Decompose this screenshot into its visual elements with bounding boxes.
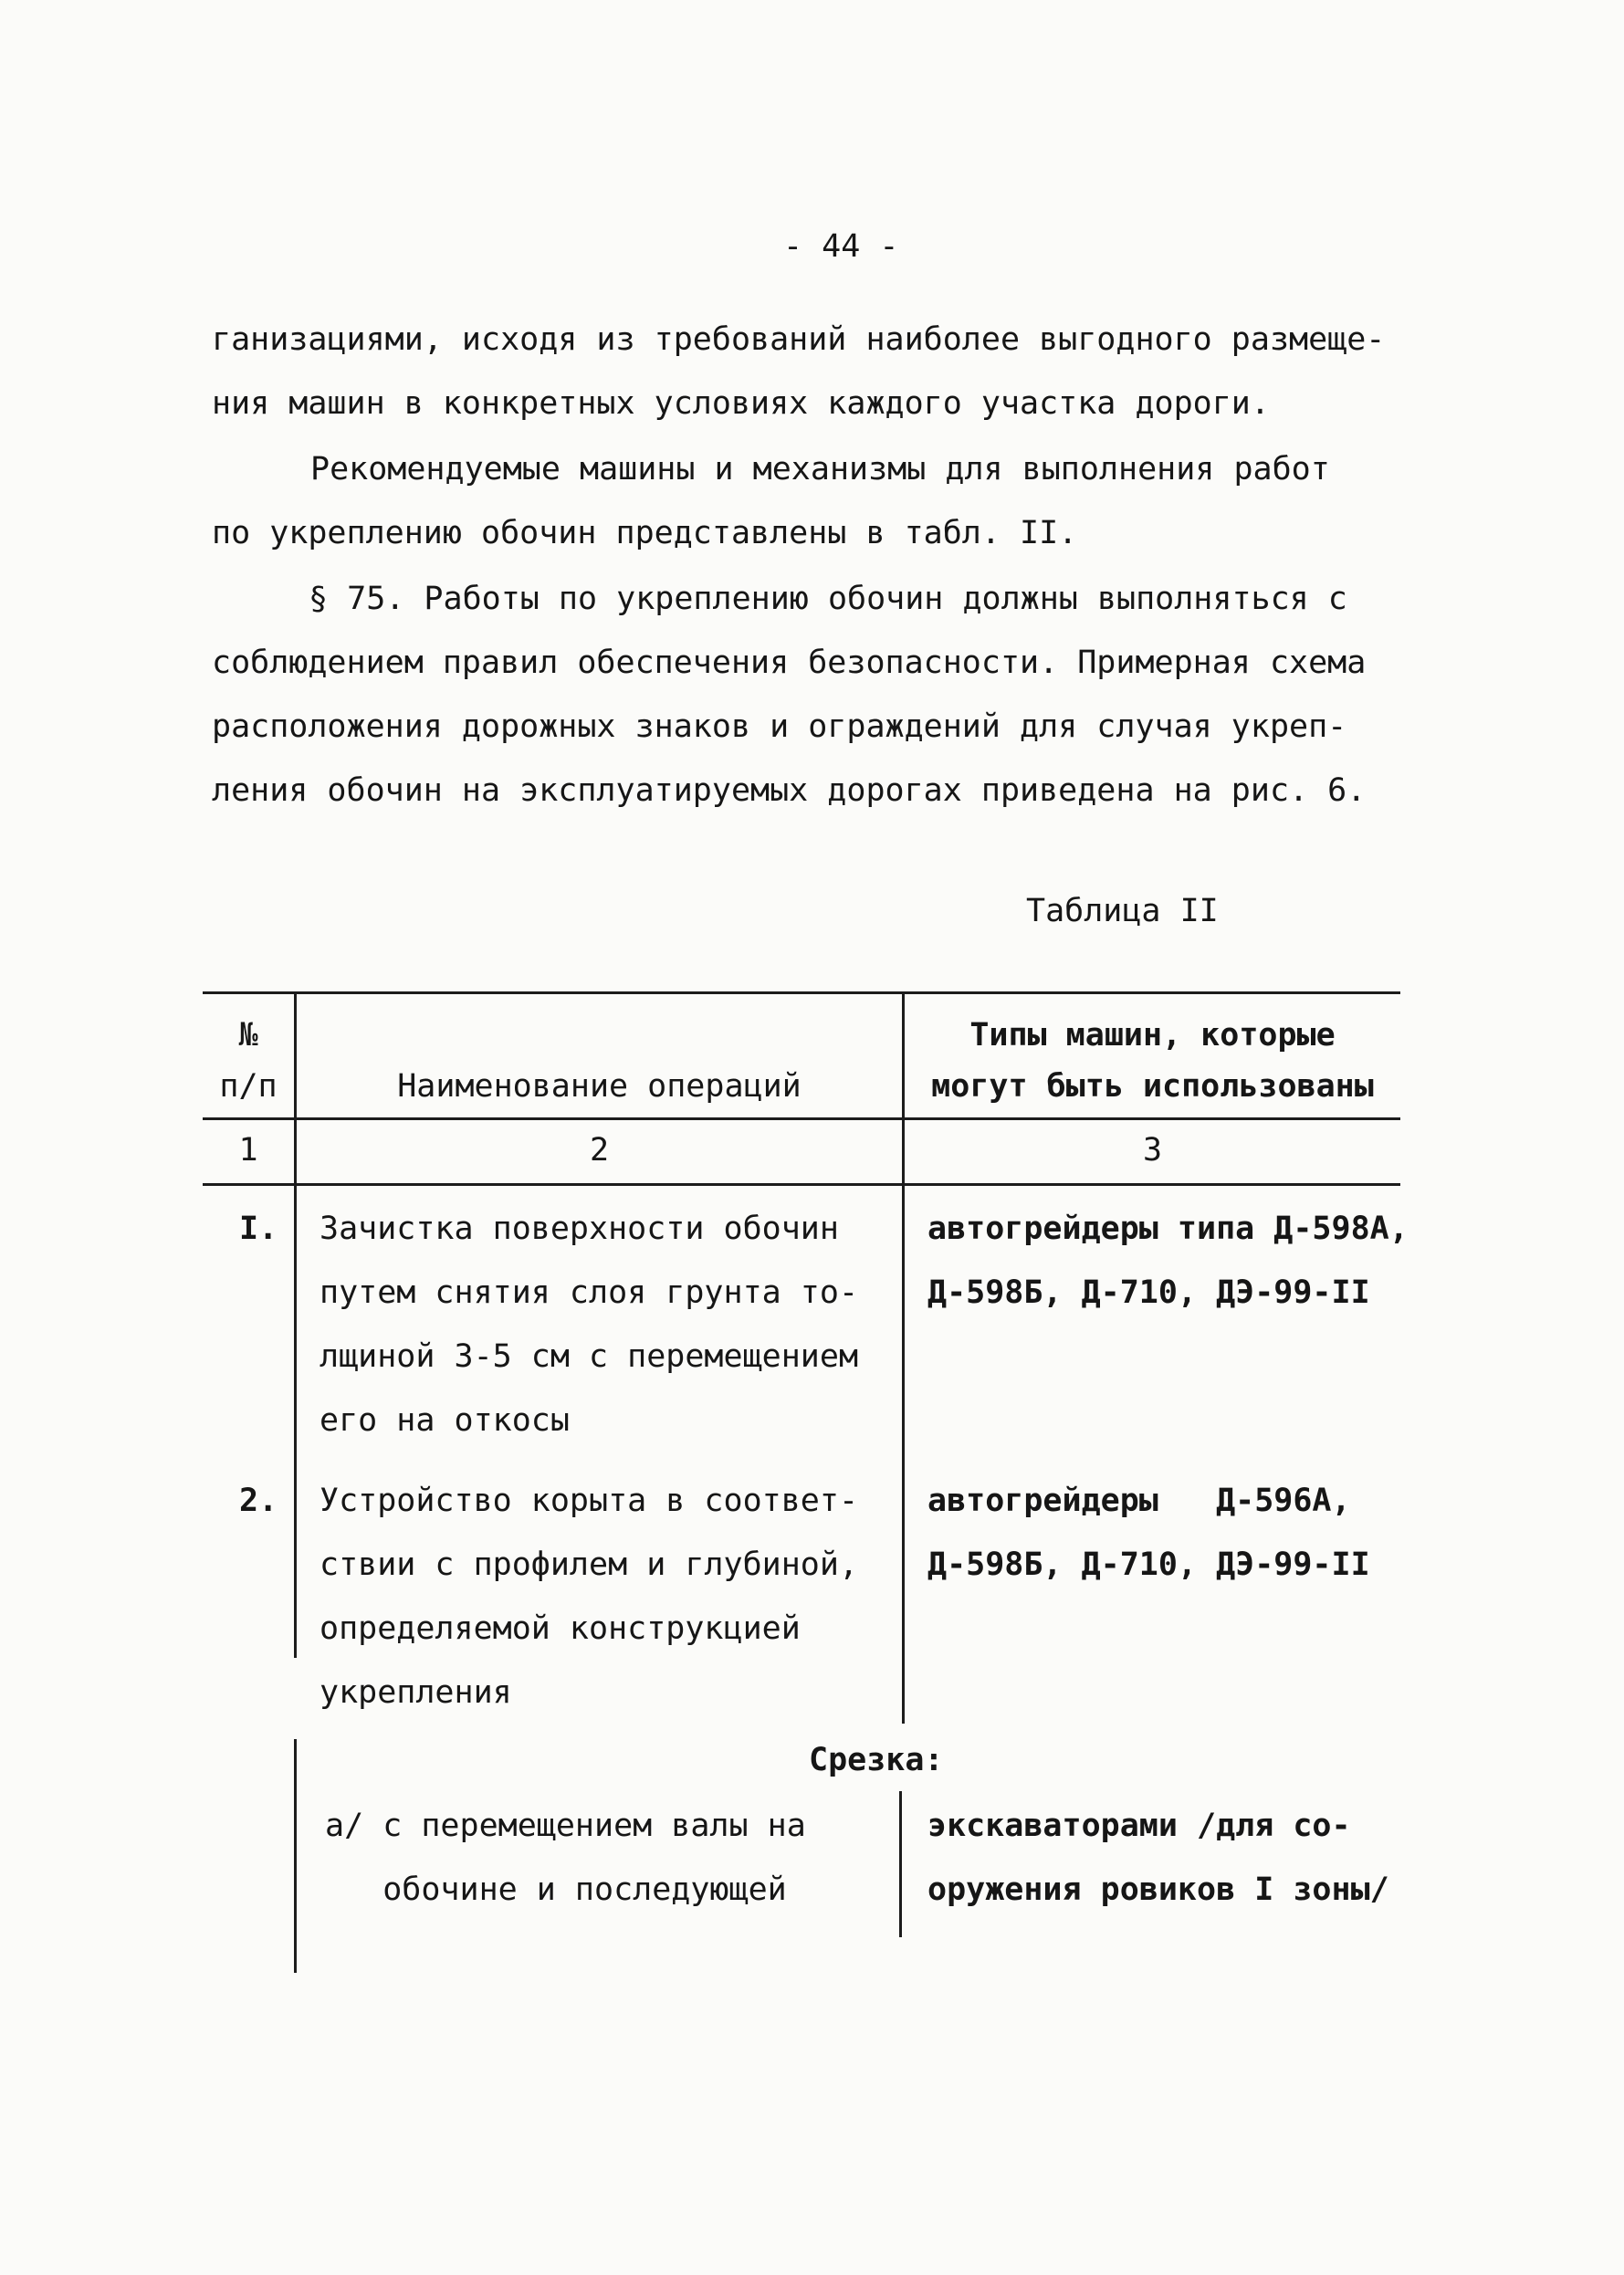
subrow-operation-line: а/ с перемещением валы на <box>325 1808 806 1844</box>
header-col1-line1: № <box>238 1017 258 1054</box>
row-operation-line: Зачистка поверхности обочин <box>320 1211 839 1247</box>
row-operation-line: определяемой конструкцией <box>320 1610 801 1647</box>
paragraph-line: § 75. Работы по укреплению обочин должны выполняться с <box>309 581 1347 617</box>
subrow-operation-line: обочине и последующей <box>325 1871 787 1908</box>
paragraph-line: Рекомендуемые машины и механизмы для выполнения работ <box>310 451 1330 488</box>
row-operation-line: Устройство корыта в соответ- <box>320 1483 859 1519</box>
paragraph-line: ганизациями, исходя из требований наиболее выгодного размеще- <box>212 321 1386 358</box>
colnum-2: 2 <box>589 1132 610 1169</box>
row-number: 2. <box>239 1483 278 1519</box>
paragraph-line: ления обочин на эксплуатируемых дорогах приведена на рис. 6. <box>212 772 1367 809</box>
row-machines-line: автогрейдеры типа Д-598А, <box>927 1211 1409 1247</box>
colnum-1: 1 <box>238 1132 258 1169</box>
header-col3-line2: могут быть использованы <box>931 1068 1374 1105</box>
header-col2: Наименование операций <box>397 1068 802 1105</box>
row-operation-line: путем снятия слоя грунта то- <box>320 1274 859 1311</box>
row-operation-line: ствии с профилем и глубиной, <box>320 1546 859 1583</box>
row-machines-line: Д-598Б, Д-710, ДЭ-99-II <box>927 1546 1370 1583</box>
paragraph-line: соблюдением правил обеспечения безопасности. Примерная схема <box>212 645 1367 681</box>
page-number: - 44 - <box>783 228 899 265</box>
row-machines-line: автогрейдеры Д-596А, <box>927 1483 1351 1519</box>
table-caption: Таблица II <box>1026 893 1219 929</box>
header-col3-line1: Типы машин, которые <box>969 1017 1336 1054</box>
row-operation-line: лщиной 3-5 см с перемещением <box>320 1338 859 1375</box>
subrow-machines-line: оружения ровиков I зоны/ <box>927 1871 1389 1908</box>
table-header-rule <box>203 1117 1400 1120</box>
row-operation-line: укрепления <box>320 1674 512 1711</box>
paragraph-line: ния машин в конкретных условиях каждого участка дороги. <box>212 385 1270 422</box>
subrow-machines-line: экскаваторами /для со- <box>927 1808 1351 1844</box>
paragraph-line: по укреплению обочин представлены в табл. II. <box>212 515 1078 551</box>
row-operation-line: его на откосы <box>320 1402 570 1439</box>
subrow-divider <box>899 1791 902 1937</box>
paragraph-line: расположения дорожных знаков и ограждений для случая укреп- <box>212 708 1347 745</box>
row-number: I. <box>239 1211 278 1247</box>
section-title: Срезка: <box>809 1742 944 1778</box>
table-col-divider-1-lower <box>294 1739 297 1973</box>
row-machines-line: Д-598Б, Д-710, ДЭ-99-II <box>927 1274 1370 1311</box>
table-colnum-rule <box>203 1183 1400 1186</box>
header-col1-line2: п/п <box>219 1068 278 1105</box>
colnum-3: 3 <box>1142 1132 1163 1169</box>
table-top-rule <box>203 991 1400 994</box>
